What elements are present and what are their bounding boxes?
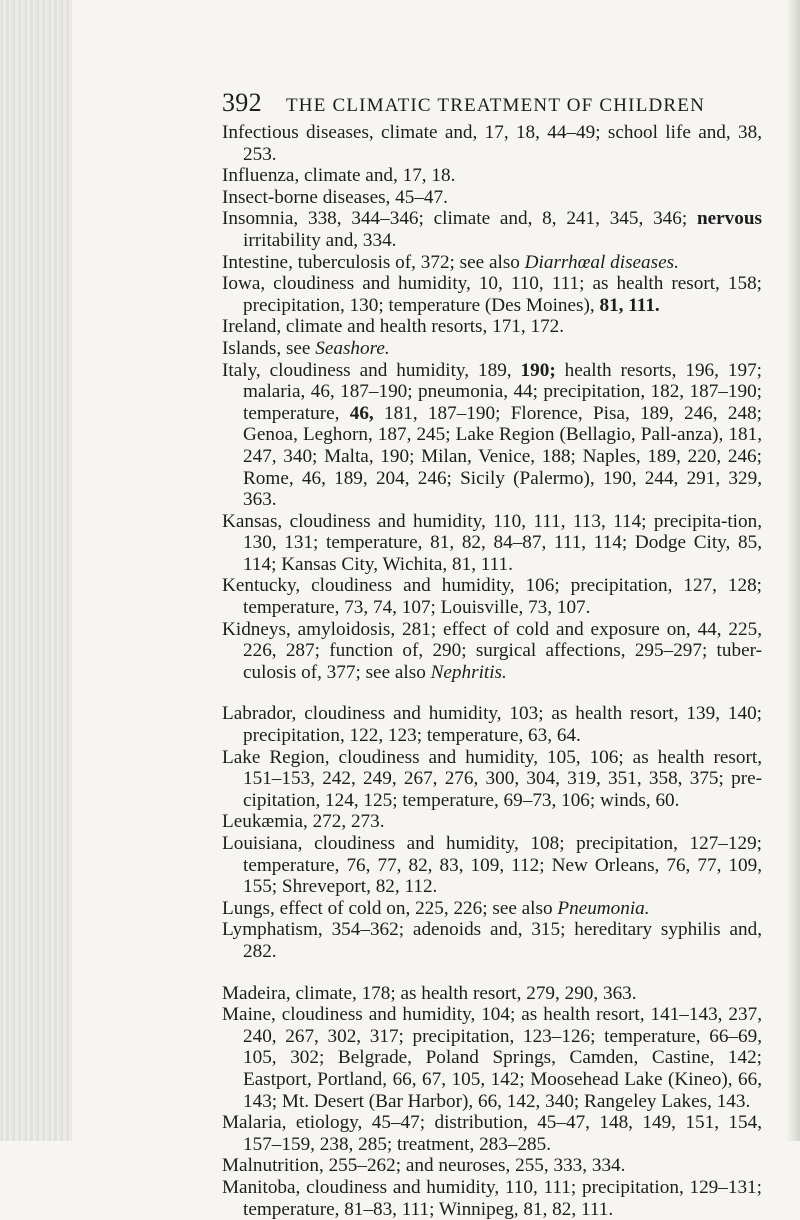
entry-text: Ireland, climate and health resorts, 171, 172. — [222, 316, 565, 338]
page-number: 392 — [222, 88, 262, 117]
page-binding-shadow — [0, 0, 72, 1141]
entry-text: Insomnia, 338, 344–346; climate and, 8, 241, 345, 346; — [222, 208, 697, 230]
entry-cross-reference: Pneumonia. — [557, 897, 650, 919]
entry-bold-text: 81, 111. — [599, 294, 660, 316]
index-entry — [222, 833, 762, 898]
index-entry — [222, 122, 762, 165]
entry-text: Kidneys, amyloidosis, 281; effect of cold and exposure on, 44, 225, 226, 287; function of, 290; surgical affections, 295–297; tuber-culosis of, 377; see also — [222, 618, 762, 683]
index-entry — [222, 1004, 762, 1112]
entry-text: Lymphatism, 354–362; adenoids and, 315; hereditary syphilis and, 282. — [222, 919, 762, 962]
entry-text: Influenza, climate and, 17, 18. — [222, 165, 456, 187]
letter-group-gap — [222, 963, 762, 983]
index-entries — [222, 122, 762, 1220]
entry-text: Madeira, climate, 178; as health resort, 279, 290, 363. — [222, 982, 637, 1004]
index-entry — [222, 165, 762, 187]
index-entry — [222, 511, 762, 576]
index-entry — [222, 747, 762, 812]
index-entry — [222, 252, 762, 274]
entry-text: Islands, see — [222, 337, 316, 359]
entry-text: 181, 187–190; Florence, Pisa, 189, 246, 248; Genoa, Leghorn, 187, 245; Lake Region (Bellagio, Pall-anza), 181, 247, 340; Malta, 190; Milan, Venice, 188; Naples, 189, 220, 246; Rome, 46, 189, 204, 246; Sicily (Palermo), 190, 244, 291, 329, 363. — [243, 402, 762, 511]
letter-group-gap — [222, 683, 762, 703]
entry-text: Manitoba, cloudiness and humidity, 110, 111; precipitation, 129–131; temperature, 81–83, 111; Winnipeg, 81, 82, 111. — [222, 1176, 762, 1220]
index-entry — [222, 1112, 762, 1155]
running-title: THE CLIMATIC TREATMENT OF CHILDREN — [286, 95, 706, 116]
entry-text: Malnutrition, 255–262; and neuroses, 255, 333, 334. — [222, 1155, 626, 1177]
running-header — [222, 88, 762, 122]
index-entry — [222, 338, 762, 360]
entry-text: Kentucky, cloudiness and humidity, 106; precipitation, 127, 128; temperature, 73, 74, 107; Louisville, 73, 107. — [222, 575, 762, 619]
entry-cross-reference: Seashore. — [315, 337, 390, 359]
index-entry — [222, 619, 762, 684]
entry-text: Maine, cloudiness and humidity, 104; as health resort, 141–143, 237, 240, 267, 302, 317; precipitation, 123–126; temperature, 66–69, 105, 302; Belgrade, Poland Springs, Camden, Castine, 142; Eastport, Portland, 66, 67, 105, 142; Moosehead Lake (Kineo), 66, 143; Mt. Desert (Bar Harbor), 66, 142, 340; Rangeley Lakes, 143. — [222, 1004, 762, 1112]
entry-cross-reference: Nephritis. — [430, 661, 507, 683]
entry-text: Leukæmia, 272, 273. — [222, 811, 385, 833]
index-entry — [222, 316, 762, 338]
entry-text: Intestine, tuberculosis of, 372; see also — [222, 251, 525, 273]
index-entry — [222, 187, 762, 209]
entry-bold-text: 46, — [349, 402, 374, 424]
index-entry — [222, 208, 762, 251]
index-entry — [222, 983, 762, 1005]
entry-text: Italy, cloudiness and humidity, 189, — [222, 359, 521, 381]
entry-cross-reference: Diarrhœal diseases. — [524, 251, 679, 273]
entry-bold-text: 190; — [520, 359, 556, 381]
entry-text: Kansas, cloudiness and humidity, 110, 111, 113, 114; precipita-tion, 130, 131; temperature, 81, 82, 84–87, 111, 114; Dodge City, 85, 114; Kansas City, Wichita, 81, 111. — [222, 510, 762, 575]
index-entry — [222, 898, 762, 920]
entry-bold-text: nervous — [696, 208, 762, 230]
index-entry — [222, 811, 762, 833]
entry-text: Labrador, cloudiness and humidity, 103; as health resort, 139, 140; precipitation, 122, 123; temperature, 63, 64. — [222, 703, 762, 747]
entry-text: Infectious diseases, climate and, 17, 18, 44–49; school life and, 38, 253. — [222, 122, 762, 165]
index-entry — [222, 703, 762, 746]
index-entry — [222, 575, 762, 618]
entry-text: Lake Region, cloudiness and humidity, 105, 106; as health resort, 151–153, 242, 249, 267, 276, 300, 304, 319, 351, 358, 375; pre-cipitation, 124, 125; temperature, 69–73, 106; winds, 60. — [222, 746, 762, 811]
entry-text: health resorts, 196, 197; malaria, 46, 187–190; pneumonia, 44; precipitation, 182, 187–190; temperature, — [243, 359, 762, 424]
index-entry — [222, 1155, 762, 1177]
entry-text: Insect-borne diseases, 45–47. — [222, 186, 448, 208]
entry-text: irritability and, 334. — [243, 229, 397, 251]
index-entry — [222, 919, 762, 962]
page-edge-shadow — [786, 0, 800, 1141]
index-entry — [222, 360, 762, 511]
entry-text: Louisiana, cloudiness and humidity, 108; precipitation, 127–129; temperature, 76, 77, 82, 83, 109, 112; New Orleans, 76, 77, 109, 155; Shreveport, 82, 112. — [222, 833, 762, 898]
index-entry — [222, 273, 762, 316]
entry-text: Lungs, effect of cold on, 225, 226; see also — [222, 897, 558, 919]
entry-text: Iowa, cloudiness and humidity, 10, 110, 111; as health resort, 158; precipitation, 130; temperature (Des Moines), — [222, 273, 762, 316]
entry-text: Malaria, etiology, 45–47; distribution, 45–47, 148, 149, 151, 154, 157–159, 238, 285; treatment, 283–285. — [222, 1112, 762, 1155]
book-page — [222, 88, 762, 1220]
index-entry — [222, 1177, 762, 1220]
